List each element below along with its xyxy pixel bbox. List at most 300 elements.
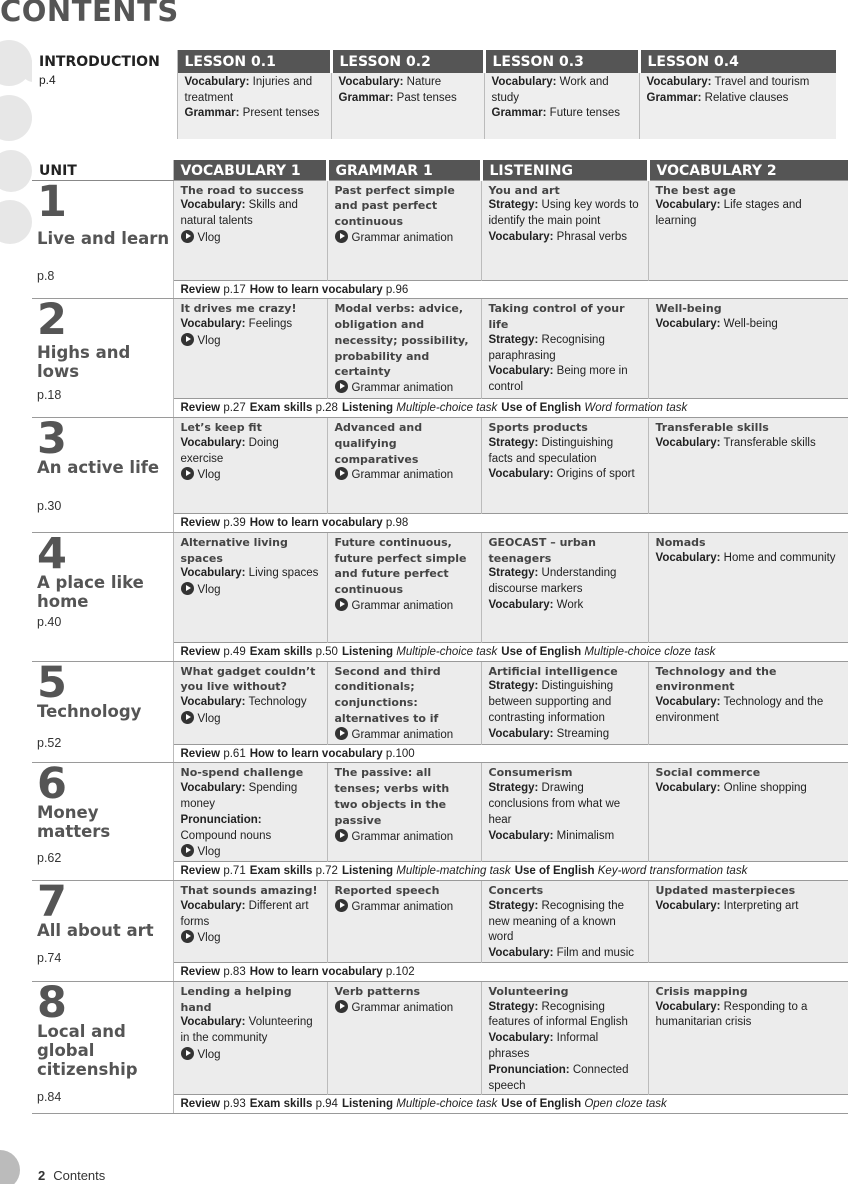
review-task: Multiple-choice task (393, 645, 498, 658)
entry-text: Different art forms (180, 899, 309, 928)
lesson-entry (648, 418, 848, 514)
review-item (250, 966, 415, 978)
entry-text: Injuries and treatment (184, 76, 313, 104)
entry-title: What gadget couldn’t you live without? (180, 664, 316, 694)
lesson-entry (327, 881, 481, 963)
entry-text: Travel and tourism (711, 76, 810, 88)
entry-title: Updated masterpieces (655, 884, 796, 898)
background-dot (0, 150, 32, 192)
review-label: Exam skills (249, 402, 313, 415)
entry-line (489, 436, 641, 468)
entry-label: Vocabulary: (655, 1000, 721, 1013)
entry-title: Concerts (488, 884, 544, 898)
review-item (342, 1098, 497, 1110)
review-text: p.28 (312, 402, 338, 415)
entry-line (181, 844, 320, 861)
entry-label: Vocabulary: (180, 199, 246, 212)
entry-text: Understanding discourse markers (488, 567, 617, 596)
unit-number: 8 (37, 977, 67, 1028)
background-dot (0, 95, 32, 141)
review-line (173, 963, 848, 982)
lesson-entry (173, 299, 327, 399)
lesson-entry (173, 661, 327, 744)
review-label: How to learn vocabulary (249, 966, 383, 979)
review-text: p.102 (382, 966, 415, 979)
lesson-entry (648, 881, 848, 963)
review-text: p.39 (220, 517, 246, 530)
review-label: Exam skills (249, 645, 313, 658)
entry-text: Recognising features of informal English (488, 1000, 628, 1029)
entry-title: You and art (488, 183, 560, 197)
review-label: Review (180, 747, 221, 760)
entry-title: Social commerce (655, 766, 761, 780)
entry-line (489, 727, 641, 743)
play-icon (181, 467, 194, 480)
lesson-cell (177, 73, 331, 139)
entry-label: Grammar: (184, 107, 240, 119)
lesson-entry (481, 532, 648, 642)
entry-line (489, 230, 641, 246)
review-item (181, 646, 246, 658)
entry-text: Future tenses (546, 107, 620, 119)
entry-label: Vocabulary: (180, 318, 246, 331)
entry-text: Vlog (197, 1049, 221, 1062)
lesson-entry (481, 180, 648, 280)
lesson-cell (331, 73, 484, 139)
entry-text: Feelings (245, 318, 293, 331)
review-label: Review (180, 645, 221, 658)
review-text: p.100 (382, 747, 415, 760)
entry-title: Technology and the environment (655, 664, 777, 694)
entry-line (656, 551, 842, 567)
unit-cell (32, 414, 173, 533)
review-text: p.72 (312, 865, 338, 878)
unit-page: p.52 (37, 735, 62, 750)
unit-row (32, 661, 848, 744)
review-text: p.96 (382, 283, 409, 296)
play-icon (181, 844, 194, 857)
entry-text: Connected speech (488, 1063, 629, 1092)
entry-line (181, 467, 320, 484)
unit-row (32, 180, 848, 280)
entry-text: Online shopping (720, 782, 807, 795)
entry-label: Grammar: (491, 107, 547, 119)
unit-title: A place like home (37, 572, 144, 611)
entry-label: Vocabulary: (491, 76, 557, 88)
entry-label: Vocabulary: (180, 899, 246, 912)
play-icon (181, 582, 194, 595)
play-icon (335, 230, 348, 243)
lesson-entry (327, 180, 481, 280)
entry-line (181, 198, 320, 230)
entry-text: Interpreting art (720, 899, 799, 912)
entry-line (489, 566, 641, 598)
entry-title: Consumerism (488, 766, 573, 780)
review-item (250, 402, 338, 414)
review-item (501, 402, 687, 414)
play-icon (335, 598, 348, 611)
entry-text: Grammar animation (351, 728, 454, 741)
entry-text: Being more in control (488, 365, 628, 394)
lesson-entry (327, 299, 481, 399)
play-icon (181, 333, 194, 346)
lesson-heading: LESSON 0.2 (331, 50, 484, 73)
introduction-heading: INTRODUCTION (32, 50, 177, 73)
entry-title: Reported speech (334, 884, 440, 898)
entry-text: Vlog (197, 713, 221, 726)
entry-label: Vocabulary: (488, 230, 554, 243)
entry-text: Grammar animation (351, 469, 454, 482)
entry-text: Grammar animation (351, 900, 454, 913)
entry-label: Vocabulary: (488, 468, 554, 481)
entry-line (489, 1000, 641, 1032)
entry-text: Home and community (720, 551, 836, 564)
entry-text: Doing exercise (180, 436, 279, 465)
review-item (501, 1098, 667, 1110)
entry-line (489, 198, 641, 230)
unit-number: 5 (37, 657, 67, 708)
entry-line (181, 930, 320, 947)
entry-line (335, 899, 474, 916)
entry-text: Responding to a humanitarian crisis (655, 1000, 808, 1029)
unit-row (32, 881, 848, 963)
lesson-entry (648, 180, 848, 280)
entry-line (181, 1015, 320, 1047)
entry-text: Grammar animation (351, 1001, 454, 1014)
review-label: How to learn vocabulary (249, 747, 383, 760)
entry-text: Vlog (197, 932, 221, 945)
review-item (250, 284, 409, 296)
review-text: p.98 (382, 517, 409, 530)
entry-title: That sounds amazing! (180, 884, 318, 898)
entry-text: Phrasal verbs (553, 230, 627, 243)
entry-label: Vocabulary: (180, 782, 246, 795)
review-label: Listening (341, 402, 394, 415)
units-table (32, 160, 848, 1114)
entry-title: Future continuous, future perfect simple and future perfect continuous (334, 535, 467, 597)
entry-label: Strategy: (488, 199, 539, 212)
background-dot (0, 1150, 20, 1184)
lesson-entry (648, 532, 848, 642)
entry-line (185, 75, 324, 106)
play-icon (335, 467, 348, 480)
review-line (173, 1095, 848, 1114)
entry-text: Using key words to identify the main point (488, 199, 639, 228)
unit-page: p.18 (37, 388, 62, 403)
entry-label: Strategy: (488, 782, 539, 795)
review-label: Use of English (514, 865, 595, 878)
entry-line (335, 467, 474, 484)
entry-text: Distinguishing facts and speculation (488, 436, 614, 465)
review-label: Use of English (501, 402, 582, 415)
entry-text: Living spaces (245, 567, 319, 580)
lesson-entry (481, 763, 648, 862)
review-item (181, 1098, 246, 1110)
entry-text: Skills and natural talents (180, 199, 298, 228)
unit-cell (32, 977, 173, 1113)
entry-line (656, 695, 842, 727)
unit-cell (32, 176, 173, 299)
review-task: Open cloze task (581, 1098, 667, 1111)
unit-cell (32, 295, 173, 418)
entry-label: Pronunciation: (488, 1063, 570, 1076)
unit-number: 2 (37, 295, 67, 346)
lesson-entry (327, 763, 481, 862)
review-task: Multiple-choice cloze task (581, 645, 716, 658)
unit-page: p.40 (37, 614, 62, 629)
footer-page-number: 2 (38, 1168, 46, 1183)
entry-title: GEOCAST – urban teenagers (488, 535, 596, 565)
unit-row (32, 299, 848, 399)
entry-title: Past perfect simple and past perfect continuous (334, 183, 455, 229)
column-header-grammar-1: GRAMMAR 1 (327, 160, 481, 180)
introduction-table (32, 50, 836, 139)
unit-number: 3 (37, 414, 67, 465)
lesson-entry (173, 881, 327, 963)
entry-text: Volunteering in the community (180, 1016, 313, 1045)
review-item (250, 1098, 338, 1110)
entry-title: Advanced and qualifying comparatives (334, 421, 423, 466)
play-icon (335, 727, 348, 740)
entry-line (489, 1063, 641, 1095)
entry-line (656, 436, 842, 452)
entry-line (181, 711, 320, 728)
lesson-entry (173, 763, 327, 862)
lesson-entry (481, 881, 648, 963)
review-item (342, 646, 497, 658)
unit-number: 4 (37, 528, 67, 579)
entry-line (335, 829, 474, 846)
review-line (173, 514, 848, 533)
entry-line (339, 75, 477, 91)
entry-line (181, 317, 320, 333)
lesson-entry (173, 418, 327, 514)
entry-text: Relative clauses (701, 91, 789, 104)
entry-line (181, 566, 320, 582)
entry-label: Vocabulary: (338, 76, 404, 88)
entry-text: Recognising the new meaning of a known word (488, 899, 625, 944)
entry-text: Spending money (180, 782, 298, 811)
entry-label: Vocabulary: (180, 436, 246, 449)
entry-label: Vocabulary: (180, 567, 246, 580)
review-label: How to learn vocabulary (249, 283, 383, 296)
unit-row (32, 418, 848, 514)
review-line (173, 642, 848, 661)
entry-label: Vocabulary: (655, 899, 721, 912)
review-label: Review (180, 517, 221, 530)
entry-title: Alternative living spaces (180, 535, 288, 565)
entry-label: Strategy: (488, 333, 539, 346)
lesson-entry (648, 981, 848, 1095)
entry-text: Minimalism (553, 829, 615, 842)
entry-text: Nature (403, 76, 442, 88)
entry-line (185, 106, 324, 122)
unit-page: p.62 (37, 851, 62, 866)
entry-line (489, 1031, 641, 1063)
unit-cell (32, 759, 173, 881)
entry-text: Work and study (491, 76, 609, 104)
entry-text: Life stages and learning (655, 199, 802, 228)
unit-title: All about art (37, 921, 154, 941)
review-item (250, 517, 409, 529)
entry-title: Second and third conditionals; conjunctions: alternatives to if (334, 664, 441, 726)
entry-text: Grammar animation (351, 830, 454, 843)
review-text: p.93 (220, 1098, 246, 1111)
unit-title: Technology (37, 701, 142, 721)
entry-text: Work (553, 599, 584, 612)
review-item (342, 865, 511, 877)
entry-title: Let’s keep fit (180, 421, 262, 435)
lesson-entry (648, 661, 848, 744)
entry-line (489, 781, 641, 828)
entry-text: Transferable skills (720, 436, 816, 449)
lesson-entry (648, 763, 848, 862)
review-text: p.61 (220, 747, 246, 760)
entry-line (181, 781, 320, 813)
unit-page: p.74 (37, 951, 62, 966)
entry-line (656, 1000, 842, 1032)
entry-label: Vocabulary: (488, 599, 554, 612)
entry-line (489, 899, 641, 946)
entry-line (647, 91, 830, 107)
entry-text: Recognising paraphrasing (488, 333, 605, 362)
entry-title: The passive: all tenses; verbs with two objects in the passive (334, 766, 450, 827)
entry-label: Strategy: (488, 436, 539, 449)
unit-title: Highs and lows (37, 343, 131, 382)
entry-line (656, 317, 842, 333)
entry-line (181, 1047, 320, 1064)
entry-text: Vlog (197, 231, 221, 244)
entry-label: Vocabulary: (488, 365, 554, 378)
unit-number: 1 (37, 176, 67, 227)
lesson-entry (481, 299, 648, 399)
review-task: Word formation task (581, 402, 688, 415)
play-icon (335, 829, 348, 842)
review-label: How to learn vocabulary (249, 517, 383, 530)
entry-title: The best age (655, 183, 736, 197)
review-item (181, 748, 246, 760)
review-text: p.27 (220, 402, 246, 415)
unit-page: p.8 (37, 268, 55, 283)
unit-title: Local and global citizenship (37, 1021, 138, 1079)
entry-line (181, 695, 320, 711)
review-label: Use of English (501, 1098, 582, 1111)
review-item (250, 646, 338, 658)
entry-text: Distinguishing between supporting and contrasting information (488, 680, 614, 725)
background-dot (0, 200, 32, 244)
entry-text: Informal phrases (488, 1032, 599, 1061)
entry-text: Technology (245, 696, 307, 709)
entry-line (335, 380, 474, 397)
entry-line (647, 75, 830, 91)
lesson-heading: LESSON 0.4 (639, 50, 836, 73)
review-task: Multiple-choice task (393, 402, 498, 415)
lesson-entry (327, 981, 481, 1095)
entry-line (489, 333, 641, 365)
entry-label: Strategy: (488, 567, 539, 580)
review-label: Use of English (501, 645, 582, 658)
entry-line (489, 364, 641, 396)
entry-text: Streaming (553, 727, 610, 740)
entry-label: Pronunciation: (180, 813, 262, 826)
entry-title: Sports products (488, 421, 588, 435)
entry-label: Vocabulary: (488, 947, 554, 960)
page-footer (38, 1168, 105, 1183)
unit-number: 7 (37, 877, 67, 928)
play-icon (181, 230, 194, 243)
entry-text: Technology and the environment (655, 696, 824, 725)
lesson-entry (481, 981, 648, 1095)
unit-number: 6 (37, 759, 67, 810)
entry-title: Well-being (655, 302, 722, 316)
entry-title: No-spend challenge (180, 766, 304, 780)
review-line (173, 399, 848, 418)
lesson-entry (173, 180, 327, 280)
entry-line (181, 582, 320, 599)
entry-text: Grammar animation (351, 600, 454, 613)
entry-label: Vocabulary: (655, 782, 721, 795)
lesson-entry (327, 661, 481, 744)
entry-line (181, 899, 320, 931)
lesson-entry (648, 299, 848, 399)
review-label: Exam skills (249, 865, 313, 878)
entry-title: Nomads (655, 535, 706, 549)
review-item (250, 865, 338, 877)
entry-label: Vocabulary: (655, 436, 721, 449)
entry-label: Vocabulary: (655, 318, 721, 331)
entry-label: Strategy: (488, 899, 539, 912)
entry-line (492, 75, 632, 106)
entry-line (489, 829, 641, 845)
lesson-entry (173, 532, 327, 642)
column-header-unit: UNIT (32, 160, 173, 180)
column-header-listening: LISTENING (481, 160, 648, 180)
review-task: Key-word transformation task (594, 865, 748, 878)
entry-label: Strategy: (488, 680, 539, 693)
entry-text: Vlog (197, 846, 221, 859)
column-header-vocabulary-1: VOCABULARY 1 (173, 160, 327, 180)
entry-label: Vocabulary: (655, 199, 721, 212)
play-icon (181, 930, 194, 943)
review-label: Review (180, 283, 221, 296)
entry-line (489, 946, 641, 962)
entry-text: Vlog (197, 584, 221, 597)
review-item (181, 966, 246, 978)
review-label: Exam skills (249, 1098, 313, 1111)
entry-label: Vocabulary: (180, 1016, 246, 1029)
entry-label: Vocabulary: (646, 76, 712, 88)
lesson-entry (327, 418, 481, 514)
page-title: CONTENTS (0, 0, 179, 28)
lesson-cell (639, 73, 836, 139)
entry-label: Vocabulary: (488, 829, 554, 842)
review-text: p.50 (312, 645, 338, 658)
entry-line (181, 813, 320, 845)
entry-title: The road to success (180, 183, 304, 197)
review-text: p.49 (220, 645, 246, 658)
lesson-entry (173, 981, 327, 1095)
entry-text: Grammar animation (351, 382, 454, 395)
entry-title: Artificial intelligence (488, 664, 618, 678)
entry-label: Grammar: (646, 91, 702, 104)
review-text: p.83 (220, 966, 246, 979)
lesson-entry (481, 418, 648, 514)
entry-title: Volunteering (488, 984, 569, 998)
entry-line (335, 598, 474, 615)
lesson-heading: LESSON 0.3 (484, 50, 639, 73)
entry-label: Vocabulary: (655, 551, 721, 564)
unit-title: An active life (37, 458, 160, 478)
